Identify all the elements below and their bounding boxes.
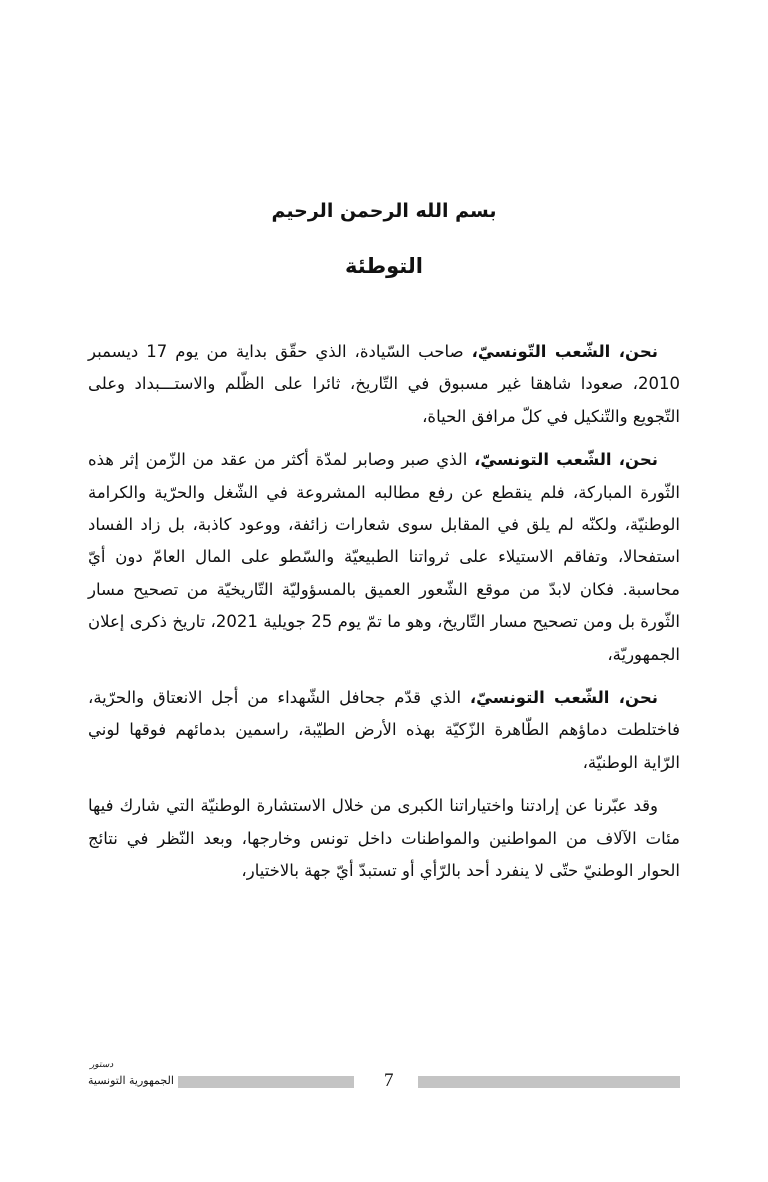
preamble-body <box>88 336 680 899</box>
paragraph-lead: نحن، الشّعب التونسيّ، <box>469 688 658 708</box>
paragraph-text: صاحب السّيادة، الذي حقّق بداية من يوم 17 ديسمبر 2010، صعودا شاهقا غير مسبوق في التّاريخ، ثائرا على الظّلم والاستـــبداد وعلى التّجويع والتّنكيل في كلّ مرافق الحياة، <box>88 342 680 426</box>
paragraph-lead: نحن، الشّعب التّونسيّ، <box>471 342 658 361</box>
paragraph-text: الذي قدّم جحافل الشّهداء من أجل الانعتاق والحرّية، فاختلطت دماؤهم الطّاهرة الزّكيّة بهذه الأرض الطيّبة، راسمين بدمائهم فوقها لوني الرّاية الوطنيّة، <box>88 688 680 772</box>
footer-bar-left <box>178 1076 354 1088</box>
page-footer <box>88 1060 680 1100</box>
paragraph <box>88 444 680 671</box>
paragraph-text: وقد عبّرنا عن إرادتنا واختياراتنا الكبرى من خلال الاستشارة الوطنيّة التي شارك فيها مئات الآلاف من المواطنين والمواطنات داخل تونس وخارجها، وبعد النّظر في نتائج الحوار الوطنيّ حتّى لا ينفرد أحد بالرّأي أو تستبدّ أيّ جهة بالاختيار، <box>88 796 680 881</box>
page-number: 7 <box>384 1070 394 1091</box>
paragraph <box>88 790 680 887</box>
basmala-heading: بسم الله الرحمن الرحيم <box>271 200 497 222</box>
paragraph <box>88 682 680 779</box>
footer-brand-top: دستور <box>90 1060 114 1070</box>
footer-brand-main: الجمهورية التونسية <box>88 1074 174 1087</box>
section-title: التوطئة <box>345 254 423 278</box>
paragraph-lead: نحن، الشّعب التونسيّ، <box>474 450 658 470</box>
paragraph-text: الذي صبر وصابر لمدّة أكثر من عقد من الزّمن إثر هذه الثّورة المباركة، فلم ينقطع عن رفع مطالبه المشروعة في الشّغل والحرّية والكرامة الوطنيّة، ولكنّه لم يلق في المقابل سوى شعارات زائفة، ووعود كاذبة، بل زاد الفساد استفحالا، وتفاقم الاستيلاء على ثرواتنا الطبيعيّة والسّطو على المال العامّ دون أيّ محاسبة. فكان لابدّ من موقع الشّعور العميق بالمسؤوليّة التّاريخيّة من تصحيح مسار الثّورة بل ومن تصحيح مسار التّاريخ، وهو ما تمّ يوم 25 جويلية 2021، تاريخ ذكرى إعلان الجمهوريّة، <box>88 450 681 664</box>
paragraph <box>88 336 680 433</box>
footer-bar-right <box>418 1076 680 1088</box>
